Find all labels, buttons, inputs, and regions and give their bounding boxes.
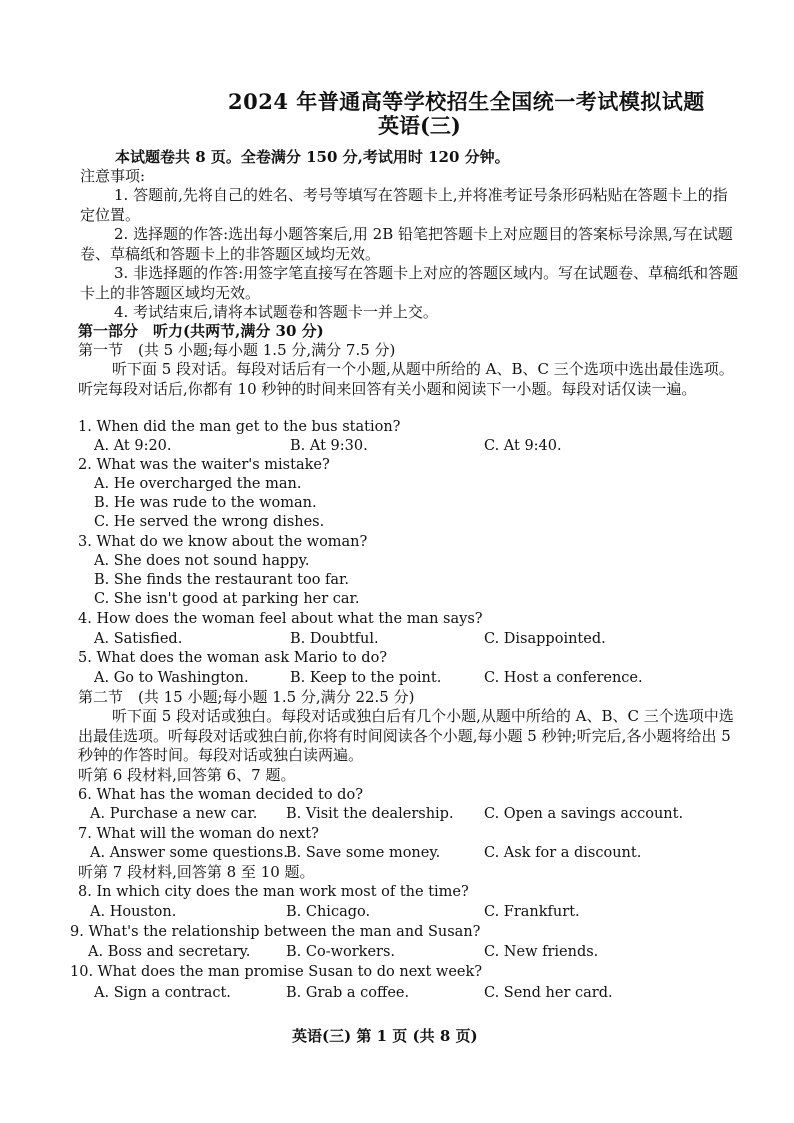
note-3: 3. 非选择题的作答:用签字笔直接写在答题卡上对应的答题区域内。写在试题卷、草稿纸和答题卡上的非答题区域均无效。: [80, 264, 739, 302]
q4-option-b: B. Doubtful.: [290, 631, 379, 647]
q6-option-c: C. Open a savings account.: [484, 806, 684, 822]
material-6-instruction: 听第 6 段材料,回答第 6、7 题。: [78, 766, 296, 784]
q8-option-a: A. Houston.: [90, 904, 177, 920]
question-3: 3. What do we know about the woman?: [78, 534, 368, 550]
q3-option-a: A. She does not sound happy.: [94, 553, 310, 569]
note-2: 2. 选择题的作答:选出每小题答案后,用 2B 铅笔把答题卡上对应题目的答案标号涂黑,写在试题卷、草稿纸和答题卡上的非答题区域均无效。: [80, 225, 733, 263]
question-1: 1. When did the man get to the bus station?: [78, 419, 401, 435]
question-9: 9. What's the relationship between the man and Susan?: [70, 924, 481, 940]
notice-title: 注意事项:: [80, 167, 146, 185]
q2-option-a: A. He overcharged the man.: [94, 476, 302, 492]
q9-option-b: B. Co-workers.: [286, 944, 396, 960]
q3-option-b: B. She finds the restaurant too far.: [94, 572, 350, 588]
q2-option-b: B. He was rude to the woman.: [94, 495, 317, 511]
q6-option-a: A. Purchase a new car.: [90, 806, 258, 822]
note-1: 1. 答题前,先将自己的姓名、考号等填写在答题卡上,并将准考证号条形码粘贴在答题卡上的指定位置。: [80, 186, 728, 224]
question-7: 7. What will the woman do next?: [78, 826, 319, 842]
question-8: 8. In which city does the man work most of the time?: [78, 884, 469, 900]
q10-option-b: B. Grab a coffee.: [286, 985, 410, 1001]
q6-option-b: B. Visit the dealership.: [286, 806, 454, 822]
q10-option-a: A. Sign a contract.: [94, 985, 231, 1001]
q5-option-b: B. Keep to the point.: [290, 670, 442, 686]
exam-info: 本试题卷共 8 页。全卷满分 150 分,考试用时 120 分钟。: [115, 148, 510, 166]
note-4: 4. 考试结束后,请将本试题卷和答题卡一并上交。: [114, 303, 438, 321]
q9-option-a: A. Boss and secretary.: [88, 944, 251, 960]
q10-option-c: C. Send her card.: [484, 985, 613, 1001]
section1-instructions: 听下面 5 段对话。每段对话后有一个小题,从题中所给的 A、B、C 三个选项中选出最佳选项。听完每段对话后,你都有 10 秒钟的时间来回答有关小题和阅读下一小题。每段对话仅读一遍。: [78, 360, 734, 398]
q8-option-c: C. Frankfurt.: [484, 904, 580, 920]
q5-option-c: C. Host a conference.: [484, 670, 643, 686]
q1-option-b: B. At 9:30.: [290, 438, 368, 454]
exam-title: 2024 年普通高等学校招生全国统一考试模拟试题: [228, 89, 705, 114]
q1-option-c: C. At 9:40.: [484, 438, 562, 454]
section2-instructions: 听下面 5 段对话或独白。每段对话或独白后有几个小题,从题中所给的 A、B、C 三个选项中选出最佳选项。听每段对话或独白前,你将有时间阅读各个小题,每小题 5 秒钟;听完后,各小题将给出 5 秒钟的作答时间。每段对话或独白读两遍。: [78, 707, 734, 764]
q3-option-c: C. She isn't good at parking her car.: [94, 591, 360, 607]
section1-title: 第一节 (共 5 小题;每小题 1.5 分,满分 7.5 分): [78, 341, 396, 359]
q1-option-a: A. At 9:20.: [94, 438, 172, 454]
q4-option-a: A. Satisfied.: [94, 631, 183, 647]
q7-option-a: A. Answer some questions.: [90, 845, 288, 861]
material-7-instruction: 听第 7 段材料,回答第 8 至 10 题。: [78, 863, 315, 881]
q7-option-b: B. Save some money.: [286, 845, 441, 861]
part1-title: 第一部分 听力(共两节,满分 30 分): [78, 322, 324, 340]
q5-option-a: A. Go to Washington.: [94, 670, 249, 686]
q4-option-c: C. Disappointed.: [484, 631, 606, 647]
q2-option-c: C. He served the wrong dishes.: [94, 514, 325, 530]
question-4: 4. How does the woman feel about what the man says?: [78, 611, 483, 627]
question-10: 10. What does the man promise Susan to do next week?: [70, 964, 483, 980]
q9-option-c: C. New friends.: [484, 944, 599, 960]
exam-subtitle: 英语(三): [378, 113, 461, 138]
q7-option-c: C. Ask for a discount.: [484, 845, 642, 861]
question-2: 2. What was the waiter's mistake?: [78, 457, 330, 473]
q8-option-b: B. Chicago.: [286, 904, 371, 920]
page-footer: 英语(三) 第 1 页 (共 8 页): [292, 1027, 478, 1045]
question-5: 5. What does the woman ask Mario to do?: [78, 650, 388, 666]
question-6: 6. What has the woman decided to do?: [78, 787, 363, 803]
section2-title: 第二节 (共 15 小题;每小题 1.5 分,满分 22.5 分): [78, 688, 415, 706]
